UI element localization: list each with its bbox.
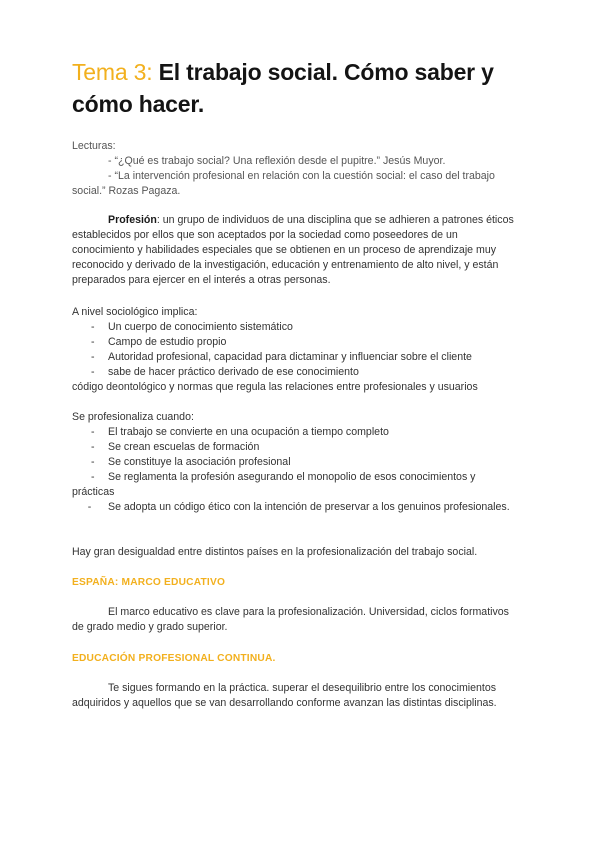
continua-paragraph: Te sigues formando en la práctica. superar el desequilibrio entre los conocimientos adquiridos y aquellos que se van desarrollando conforme avanzan las distintas disciplinas. (72, 682, 497, 709)
list-item: Se constituye la asociación profesional (108, 456, 291, 468)
list-dash: - (91, 321, 95, 333)
page-title (72, 56, 542, 120)
title-text: El trabajo social. Cómo saber y cómo hacer. (72, 59, 494, 117)
list-item: sabe de hacer práctico derivado de ese conocimiento (108, 366, 359, 378)
list-dash: - (91, 471, 95, 483)
list-dash: - (91, 351, 95, 363)
list-item: Se crean escuelas de formación (108, 441, 260, 453)
list-item: Se reglamenta la profesión asegurando el monopolio de esos conocimientos y prácticas (72, 471, 476, 498)
reading-item: - “¿Qué es trabajo social? Una reflexión desde el pupitre.” Jesús Muyor. (108, 155, 446, 167)
section-heading-espana: ESPAÑA: MARCO EDUCATIVO (72, 577, 226, 588)
reading-item: - “La intervención profesional en relación con la cuestión social: el caso del trabajo (108, 170, 495, 182)
list-dash: - (91, 456, 95, 468)
list-dash: - (91, 426, 95, 438)
list-dash: - (91, 366, 95, 378)
profesion-term: Profesión (108, 214, 157, 226)
list-dash: - (76, 501, 92, 513)
profesionaliza-intro: Se profesionaliza cuando: (72, 411, 194, 423)
list-item: Autoridad profesional, capacidad para dictaminar y influenciar sobre el cliente (108, 351, 472, 363)
espana-paragraph: El marco educativo es clave para la profesionalización. Universidad, ciclos formativos de grado medio y grado superior. (72, 606, 509, 633)
section-heading-continua: EDUCACIÓN PROFESIONAL CONTINUA. (72, 653, 276, 664)
list-item-wrapped (72, 470, 512, 500)
profesion-paragraph (72, 213, 520, 288)
list-item: Campo de estudio propio (108, 336, 227, 348)
list-dash: - (91, 336, 95, 348)
title-number: Tema 3: (72, 59, 153, 85)
list-dash: - (91, 441, 95, 453)
profesion-definition: : un grupo de individuos de una disciplina que se adhieren a patrones éticos establecidos por ellos que son aceptados por la sociedad como poseedores de un conocimiento y habilidades especiales que se obtienen en un proceso de aprendizaje muy reconocido y derivado de la investigación, educación y entrenamiento de alto nivel, y están preparados para ejercer en el interés a otras personas. (72, 214, 514, 286)
list-item: Un cuerpo de conocimiento sistemático (108, 321, 293, 333)
list-item: Se adopta un código ético con la intención de preservar a los genuinos profesionales. (108, 501, 510, 513)
readings-label: Lecturas: (72, 140, 116, 152)
desigualdad-text: Hay gran desigualdad entre distintos países en la profesionalización del trabajo social. (72, 546, 478, 558)
sociologico-trailing: código deontológico y normas que regula las relaciones entre profesionales y usuarios (72, 381, 478, 393)
list-item-wrapped (72, 500, 512, 515)
sociologico-intro: A nivel sociológico implica: (72, 306, 198, 318)
list-item: El trabajo se convierte en una ocupación a tiempo completo (108, 426, 389, 438)
reading-item: social.” Rozas Pagaza. (72, 185, 181, 197)
